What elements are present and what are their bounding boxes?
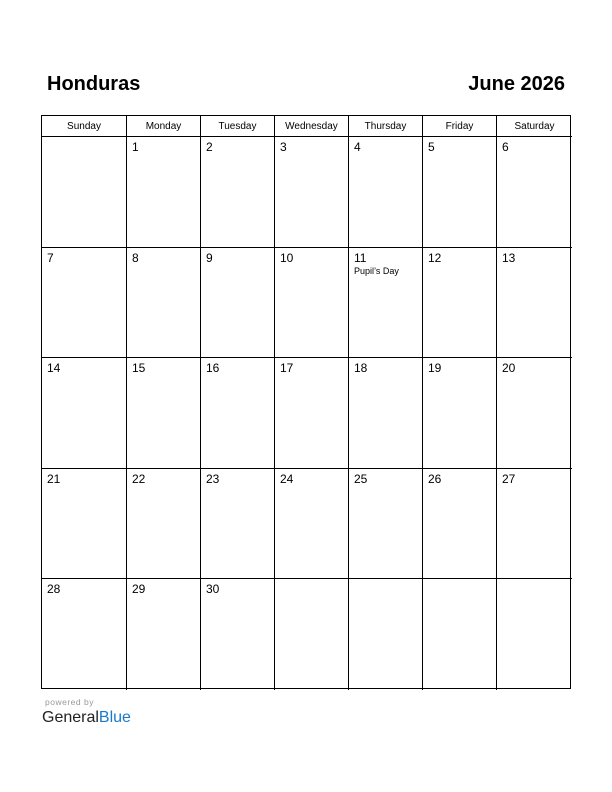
month-year-title: June 2026 [468, 73, 565, 95]
powered-by-text: powered by [45, 697, 94, 707]
day-cell[interactable] [349, 358, 423, 469]
day-number: 19 [428, 361, 442, 376]
holiday-label: Pupil’s Day [354, 265, 399, 276]
day-number: 10 [280, 250, 294, 265]
day-cell[interactable] [423, 248, 497, 359]
day-number: 6 [502, 140, 509, 154]
day-number: 1 [132, 140, 139, 154]
day-cell[interactable] [275, 579, 349, 690]
weekday-header-0: Sunday [42, 116, 127, 137]
day-number: 9 [206, 250, 213, 265]
day-cell[interactable] [349, 137, 423, 248]
day-cell[interactable] [127, 137, 201, 248]
day-number: 16 [206, 361, 220, 376]
day-cell[interactable] [201, 579, 275, 690]
day-number: 30 [206, 582, 220, 597]
day-cell[interactable] [42, 137, 127, 248]
brand-blue: Blue [98, 709, 131, 726]
day-cell[interactable] [349, 579, 423, 690]
day-number: 4 [354, 140, 361, 154]
day-cell[interactable] [201, 358, 275, 469]
calendar-grid [41, 115, 571, 689]
weekday-header-1: Monday [127, 116, 201, 137]
day-cell[interactable] [42, 579, 127, 690]
day-cell[interactable] [497, 358, 572, 469]
day-cell[interactable] [497, 469, 572, 580]
weekday-header-4: Thursday [349, 116, 423, 137]
country-title: Honduras [47, 73, 141, 95]
weekday-header-5: Friday [423, 116, 497, 137]
day-number: 23 [206, 471, 220, 486]
day-number: 3 [280, 140, 287, 154]
day-number: 22 [132, 471, 146, 486]
day-number: 5 [428, 140, 435, 154]
day-number: 18 [354, 361, 368, 376]
weekday-header-3: Wednesday [275, 116, 349, 137]
day-number: 11 [354, 250, 367, 265]
day-number: 12 [428, 250, 442, 265]
day-number: 27 [502, 471, 516, 486]
brand-general: General [42, 709, 99, 726]
day-cell[interactable] [423, 358, 497, 469]
day-number: 17 [280, 361, 294, 376]
day-cell[interactable] [42, 358, 127, 469]
day-number: 24 [280, 471, 294, 486]
day-number: 26 [428, 471, 442, 486]
day-number: 20 [502, 361, 516, 376]
day-cell[interactable] [275, 358, 349, 469]
weekday-header-2: Tuesday [201, 116, 275, 137]
day-cell[interactable] [127, 248, 201, 359]
day-cell[interactable] [42, 469, 127, 580]
day-cell[interactable] [349, 469, 423, 580]
day-number: 29 [132, 582, 146, 597]
day-cell[interactable] [201, 137, 275, 248]
day-cell[interactable] [201, 248, 275, 359]
day-cell[interactable] [349, 248, 423, 359]
day-cell[interactable] [275, 248, 349, 359]
day-cell[interactable] [127, 358, 201, 469]
day-number: 15 [132, 361, 146, 376]
day-number: 7 [47, 250, 54, 265]
day-number: 28 [47, 582, 61, 597]
day-cell[interactable] [201, 469, 275, 580]
generalblue-logo[interactable] [42, 708, 131, 728]
day-cell[interactable] [423, 469, 497, 580]
day-cell[interactable] [497, 579, 572, 690]
day-cell[interactable] [127, 469, 201, 580]
day-number: 13 [502, 250, 516, 265]
day-cell[interactable] [127, 579, 201, 690]
day-cell[interactable] [423, 579, 497, 690]
day-cell[interactable] [275, 137, 349, 248]
day-number: 14 [47, 361, 61, 376]
day-cell[interactable] [423, 137, 497, 248]
day-number: 8 [132, 250, 139, 265]
weekday-header-6: Saturday [497, 116, 572, 137]
day-cell[interactable] [275, 469, 349, 580]
day-cell[interactable] [497, 137, 572, 248]
day-cell[interactable] [42, 248, 127, 359]
day-number: 21 [47, 471, 61, 486]
day-number: 2 [206, 140, 213, 154]
day-cell[interactable] [497, 248, 572, 359]
day-number: 25 [354, 471, 368, 486]
